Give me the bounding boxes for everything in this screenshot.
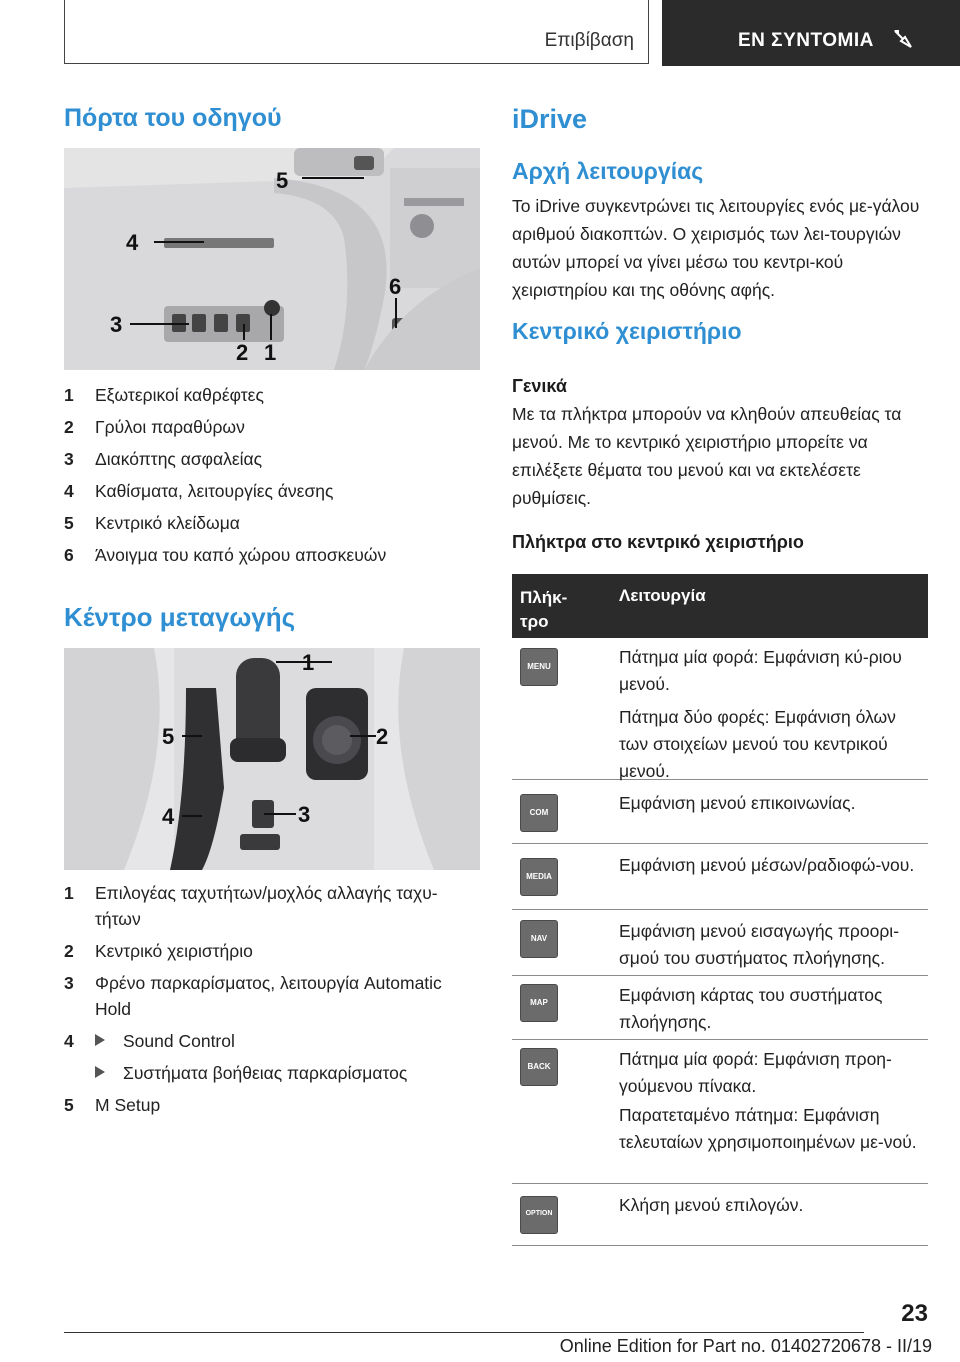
page-number: 23 (901, 1300, 928, 1327)
nav-key-icon: NAV (520, 920, 558, 958)
legend-text: Γρύλοι παραθύρων (95, 417, 245, 437)
row-text: Εμφάνιση μενού επικοινωνίας. (619, 793, 856, 813)
legend-text: Άνοιγμα του καπό χώρου αποσκευών (95, 545, 387, 565)
legend-number: 2 (64, 417, 74, 437)
controller-title: Κεντρικό χειριστήριο (512, 318, 742, 344)
door-callout: 6 (389, 274, 402, 299)
legend-number: 5 (64, 513, 74, 533)
back-key-icon: BACK (520, 1048, 558, 1086)
page-header (0, 0, 960, 66)
legend-text: M Setup (95, 1095, 161, 1115)
legend-number: 1 (64, 883, 74, 903)
legend-text: Εξωτερικοί καθρέφτες (95, 385, 264, 405)
menu-key-icon: MENU (520, 648, 558, 686)
legend-text: Κεντρικό χειριστήριο (95, 941, 253, 961)
console-callout: 3 (298, 802, 311, 827)
media-key-icon: MEDIA (520, 858, 558, 896)
legend-text: Διακόπτης ασφαλείας (95, 449, 263, 469)
map-key-icon: MAP (520, 984, 558, 1022)
driver-door-image (64, 148, 480, 370)
door-callout: 3 (110, 312, 123, 337)
column-header-function: Λειτουργία (619, 586, 706, 605)
legend-number: 4 (64, 481, 74, 501)
door-callout: 4 (126, 230, 139, 255)
principle-subtitle: Αρχή λειτουργίας (512, 158, 704, 184)
option-key-icon: OPTION (520, 1196, 558, 1234)
table-row (512, 910, 928, 976)
table-row (512, 1040, 928, 1184)
idrive-title: iDrive (512, 104, 588, 134)
row-text: Πάτημα μία φορά: Εμφάνιση κύ-ριου μενού. (619, 647, 902, 694)
console-callout: 4 (162, 804, 175, 829)
row-text: Εμφάνιση κάρτας του συστήματος πλοήγησης. (619, 985, 883, 1032)
footer-divider (64, 1332, 864, 1333)
console-callout: 1 (302, 650, 315, 675)
bullet-triangle-icon (95, 1066, 105, 1078)
legend-text: Επιλογέας ταχυτήτων/μοχλός αλλαγής ταχυ-τήτων (95, 883, 438, 929)
chapter-tab (662, 0, 960, 66)
legend-number: 3 (64, 973, 74, 993)
legend-number: 1 (64, 385, 74, 405)
door-callout: 5 (276, 168, 289, 193)
console-callout: 5 (162, 724, 175, 749)
legend-number: 3 (64, 449, 74, 469)
door-callout: 2 (236, 340, 249, 365)
row-text: Εμφάνιση μενού μέσων/ραδιοφώ-νου. (619, 855, 915, 875)
edition-footer: Online Edition for Part no. 01402720678 - II/19 (559, 1336, 932, 1356)
table-row (512, 638, 928, 780)
table-row (512, 780, 928, 844)
legend-number: 4 (64, 1031, 74, 1051)
door-title: Πόρτα του οδηγού (64, 104, 282, 132)
general-paragraph: Με τα πλήκτρα μπορούν να κληθούν απευθείας τα μενού. Με το κεντρικό χειριστήριο μπορείτε να επιλέξετε θέματα του μενού και να εκτελέσετε ρυθμίσεις. (512, 404, 902, 508)
door-callout: 1 (264, 340, 277, 365)
legend-number: 5 (64, 1095, 74, 1115)
center-console-image (64, 648, 480, 870)
legend-text-wrap (95, 1060, 480, 1086)
table-row (512, 976, 928, 1040)
general-heading: Γενικά (512, 376, 567, 396)
legend-text: Φρένο παρκαρίσματος, λειτουργία Automatic Hold (95, 973, 442, 1019)
legend-text: Sound Control (123, 1031, 235, 1051)
bullet-triangle-icon (95, 1034, 105, 1046)
legend-text: Κεντρικό κλείδωμα (95, 513, 240, 533)
section-tab (64, 0, 649, 64)
row-text: Πάτημα μία φορά: Εμφάνιση προη-γούμενου πίνακα. (619, 1049, 892, 1096)
row-text: Κλήση μενού επιλογών. (619, 1195, 804, 1215)
legend-number: 6 (64, 545, 74, 565)
quick-reference-icon (892, 28, 914, 50)
row-text: Εμφάνιση μενού εισαγωγής προορι-σμού του συστήματος πλοήγησης. (619, 921, 900, 968)
row-text: Παρατεταμένο πάτημα: Εμφάνιση τελευταίων χρησιμοποιημένων με-νού. (619, 1105, 917, 1152)
legend-text: Καθίσματα, λειτουργίες άνεσης (95, 481, 334, 501)
row-text: Πάτημα δύο φορές: Εμφάνιση όλων των στοιχείων μενού του κεντρικού μενού. (619, 707, 896, 781)
legend-text-wrap (95, 1028, 480, 1054)
section-tab-label: Επιβίβαση (544, 30, 634, 51)
chapter-tab-label: ΕΝ ΣΥΝΤΟΜΙΑ (738, 30, 874, 51)
intro-paragraph: Το iDrive συγκεντρώνει τις λειτουργίες ενός με-γάλου αριθμού διακοπτών. Ο χειρισμός των λει-τουργιών αυτών μπορεί να γίνει μέσω του κεντρι-κού χειριστηρίου και της οθόνης αφής. (512, 196, 920, 300)
console-title: Κέντρο μεταγωγής (64, 602, 296, 632)
table-row (512, 1184, 928, 1246)
keys-table-header (512, 574, 928, 638)
column-header-key: Πλήκ-τρο (520, 588, 568, 631)
legend-number: 2 (64, 941, 74, 961)
keys-heading: Πλήκτρα στο κεντρικό χειριστήριο (512, 532, 804, 552)
console-callout: 2 (376, 724, 389, 749)
legend-text: Συστήματα βοήθειας παρκαρίσματος (123, 1063, 408, 1083)
com-key-icon: COM (520, 794, 558, 832)
table-row (512, 844, 928, 910)
